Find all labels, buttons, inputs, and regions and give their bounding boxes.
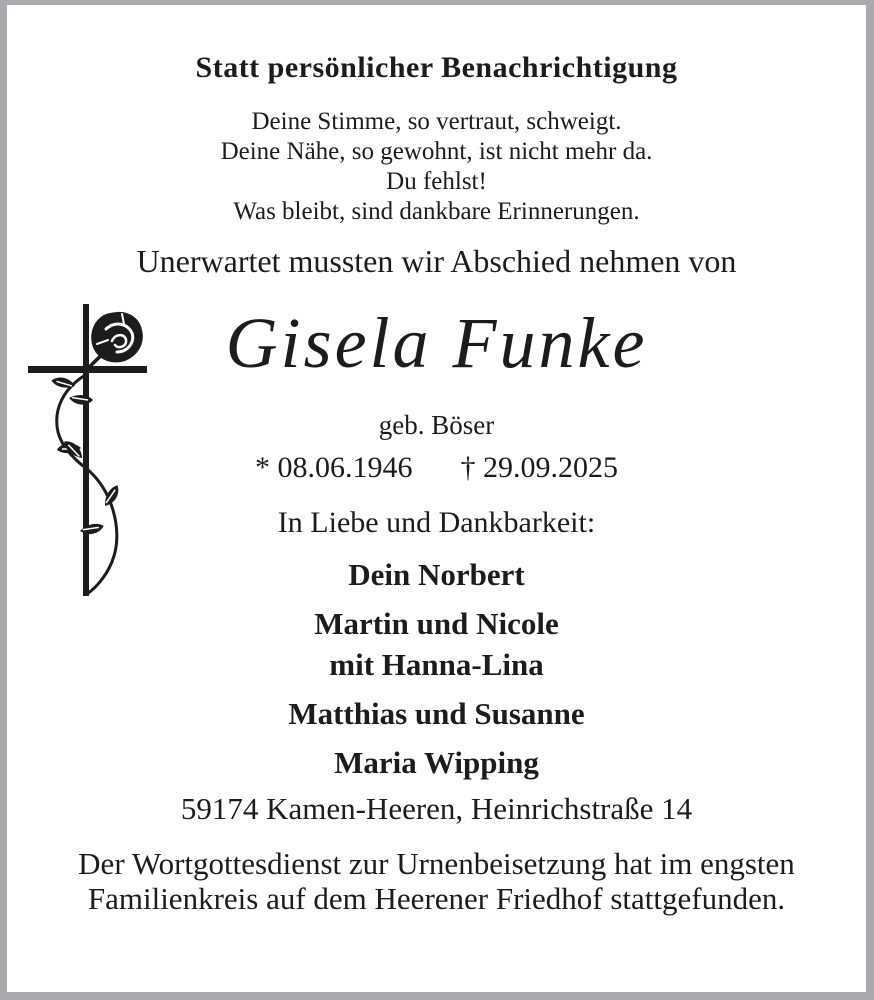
poem-line: Deine Nähe, so gewohnt, ist nicht mehr da. xyxy=(220,138,653,165)
mourners-list xyxy=(7,557,866,780)
notice-header: Statt persönlicher Benachrichtigung xyxy=(195,51,678,84)
maiden-name: geb. Böser xyxy=(378,410,495,440)
poem-line: Deine Stimme, so vertraut, schweigt. xyxy=(251,108,622,135)
life-dates xyxy=(7,451,866,485)
memorial-poem xyxy=(7,107,866,227)
funeral-note: Der Wortgottesdienst zur Urnenbeisetzung hat im engsten Familienkreis auf dem Heerener Friedhof stattgefunden. xyxy=(78,846,795,916)
mourner-line: Dein Norbert xyxy=(348,557,525,592)
intro-line: Unerwartet mussten wir Abschied nehmen von xyxy=(136,243,737,279)
poem-line: Was bleibt, sind dankbare Erinnerungen. xyxy=(233,198,640,225)
mourner-line: Martin und Nicole xyxy=(314,606,559,641)
death-date: † 29.09.2025 xyxy=(460,451,618,484)
mourner-line: mit Hanna-Lina xyxy=(329,647,544,682)
poem-line: Du fehlst! xyxy=(386,168,487,195)
deceased-name: Gisela Funke xyxy=(225,303,648,383)
closing-line: In Liebe und Dankbarkeit: xyxy=(277,506,596,539)
address-line: 59174 Kamen-Heeren, Heinrichstraße 14 xyxy=(180,791,693,826)
mourner-line: Matthias und Susanne xyxy=(288,696,585,731)
mourner-line: Maria Wipping xyxy=(334,745,539,780)
obituary-card xyxy=(7,5,866,992)
birth-date: * 08.06.1946 xyxy=(255,451,413,484)
